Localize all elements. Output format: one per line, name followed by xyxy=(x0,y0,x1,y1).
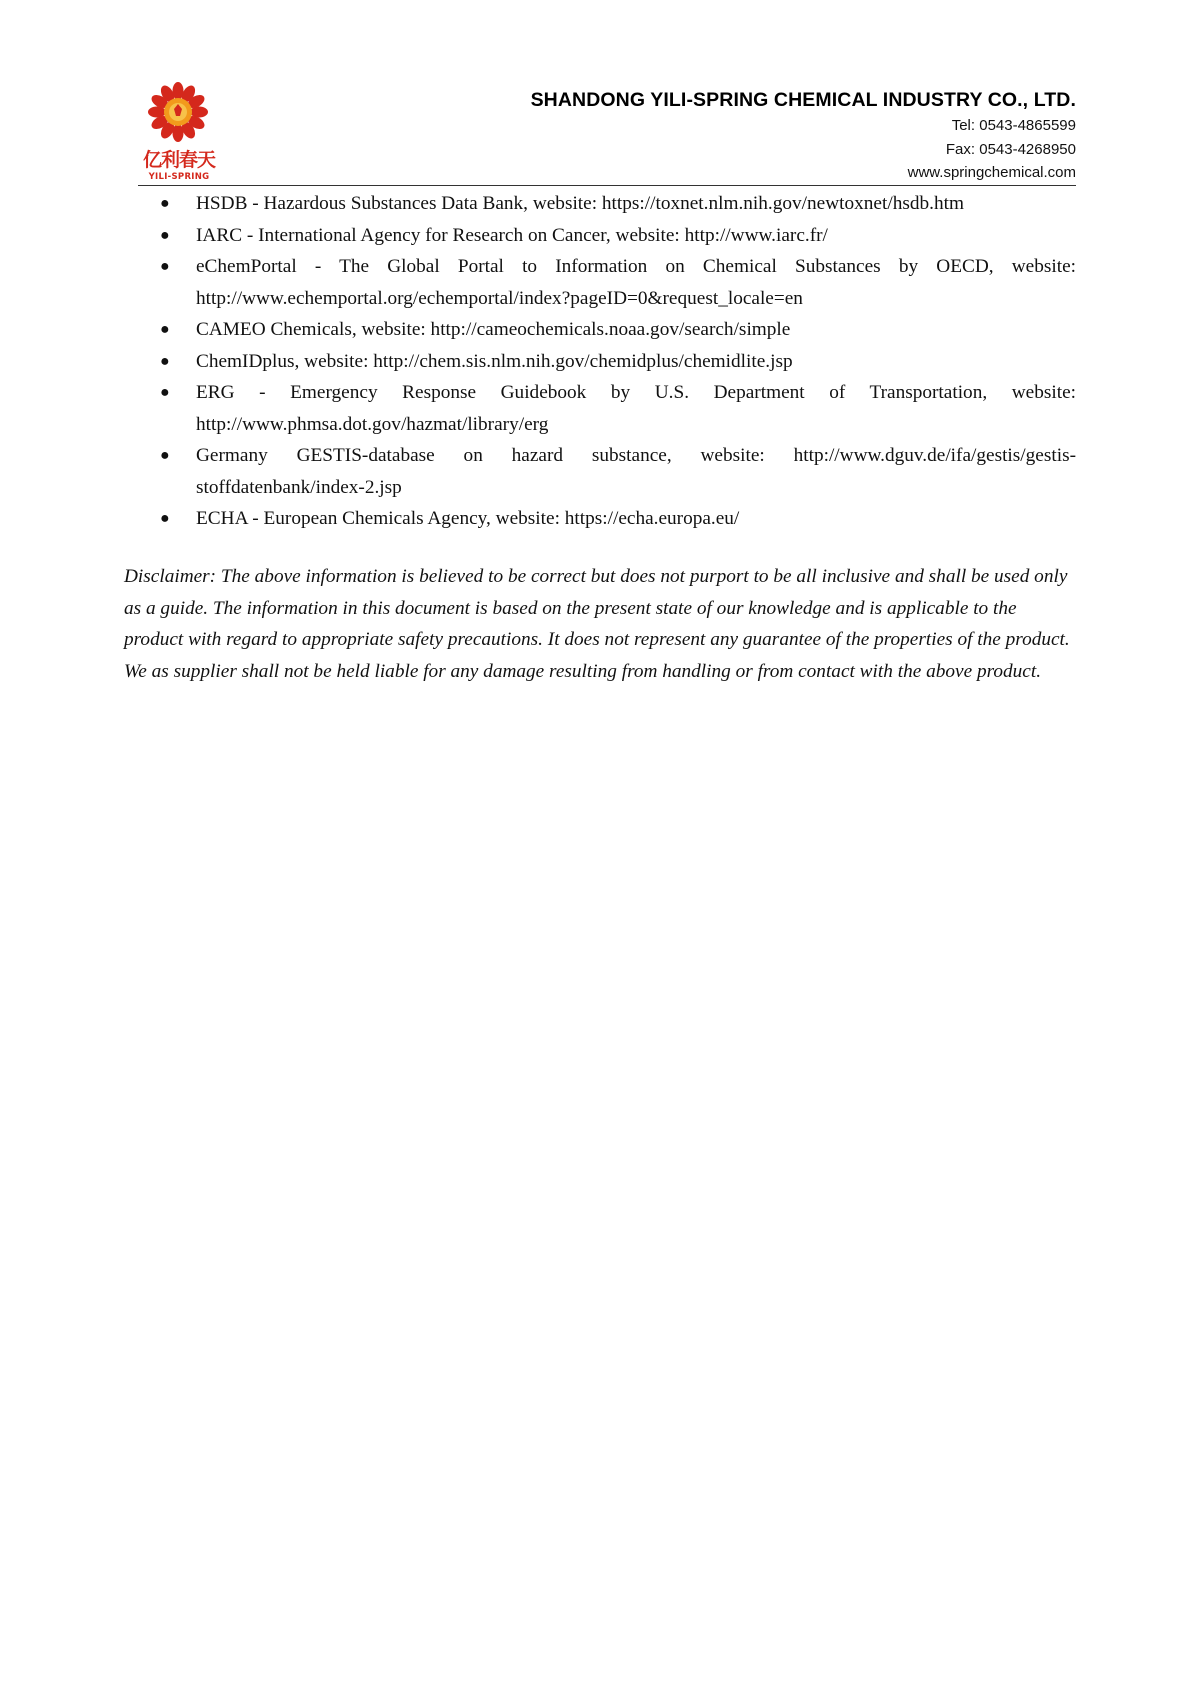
list-item xyxy=(160,503,1076,535)
reference-text: ChemIDplus, website: http://chem.sis.nlm.nih.gov/chemidplus/chemidlite.jsp xyxy=(196,350,793,372)
bullet-icon: ● xyxy=(160,447,170,464)
reference-text: IARC - International Agency for Research on Cancer, website: http://www.iarc.fr/ xyxy=(196,224,828,246)
bullet-icon: ● xyxy=(160,258,170,275)
reference-list xyxy=(160,188,1076,535)
reference-text: Germany GESTIS-database on hazard substance, website: http://www.dguv.de/ifa/gestis/gestis-stoffdatenbank/index-2.jsp xyxy=(196,445,1076,498)
reference-text: CAMEO Chemicals, website: http://cameochemicals.noaa.gov/search/simple xyxy=(196,319,791,340)
reference-text: ECHA - European Chemicals Agency, website: https://echa.europa.eu/ xyxy=(196,508,740,529)
list-item xyxy=(160,440,1076,503)
bullet-icon: ● xyxy=(160,321,170,338)
list-item xyxy=(160,314,1076,346)
list-item xyxy=(160,346,1076,378)
bullet-icon: ● xyxy=(160,384,170,401)
fax: Fax: 0543-4268950 xyxy=(945,140,1076,158)
reference-text: HSDB - Hazardous Substances Data Bank, website: https://toxnet.nlm.nih.gov/newtoxnet/hsdb.htm xyxy=(196,193,964,214)
company-name: SHANDONG YILI-SPRING CHEMICAL INDUSTRY CO., LTD. xyxy=(530,89,1076,111)
header-divider xyxy=(138,185,1076,186)
list-item xyxy=(160,251,1076,314)
bullet-icon: ● xyxy=(160,352,170,370)
disclaimer: Disclaimer: The above information is believed to be correct but does not purport to be all inclusive and shall be used only as a guide. The information in this document is based on the present state of our knowledge and is applicable to the product with regard to appropriate safety precautions. It does not represent any guarantee of the properties of the product. We as supplier shall not be held liable for any damage resulting from handling or from contact with the above product. xyxy=(124,566,1070,682)
company-logo xyxy=(138,78,220,184)
bullet-icon: ● xyxy=(160,510,170,527)
reference-text: ERG - Emergency Response Guidebook by U.S. Department of Transportation, website: http://www.phmsa.dot.gov/hazmat/library/erg xyxy=(196,382,1076,435)
company-website: www.springchemical.com xyxy=(907,164,1076,181)
letterhead xyxy=(531,86,1076,185)
list-item xyxy=(160,377,1076,440)
logo-chinese-text: 亿利春天 xyxy=(142,149,215,171)
bullet-icon: ● xyxy=(160,226,170,244)
telephone: Tel: 0543-4865599 xyxy=(951,117,1076,134)
list-item xyxy=(160,188,1076,220)
list-item xyxy=(160,220,1076,252)
bullet-icon: ● xyxy=(160,195,170,212)
logo-english-text: YILI-SPRING xyxy=(148,172,210,182)
reference-text: eChemPortal - The Global Portal to Information on Chemical Substances by OECD, website: http://www.echemportal.org/echemportal/index?pageID=0&request_locale=en xyxy=(196,256,1076,309)
